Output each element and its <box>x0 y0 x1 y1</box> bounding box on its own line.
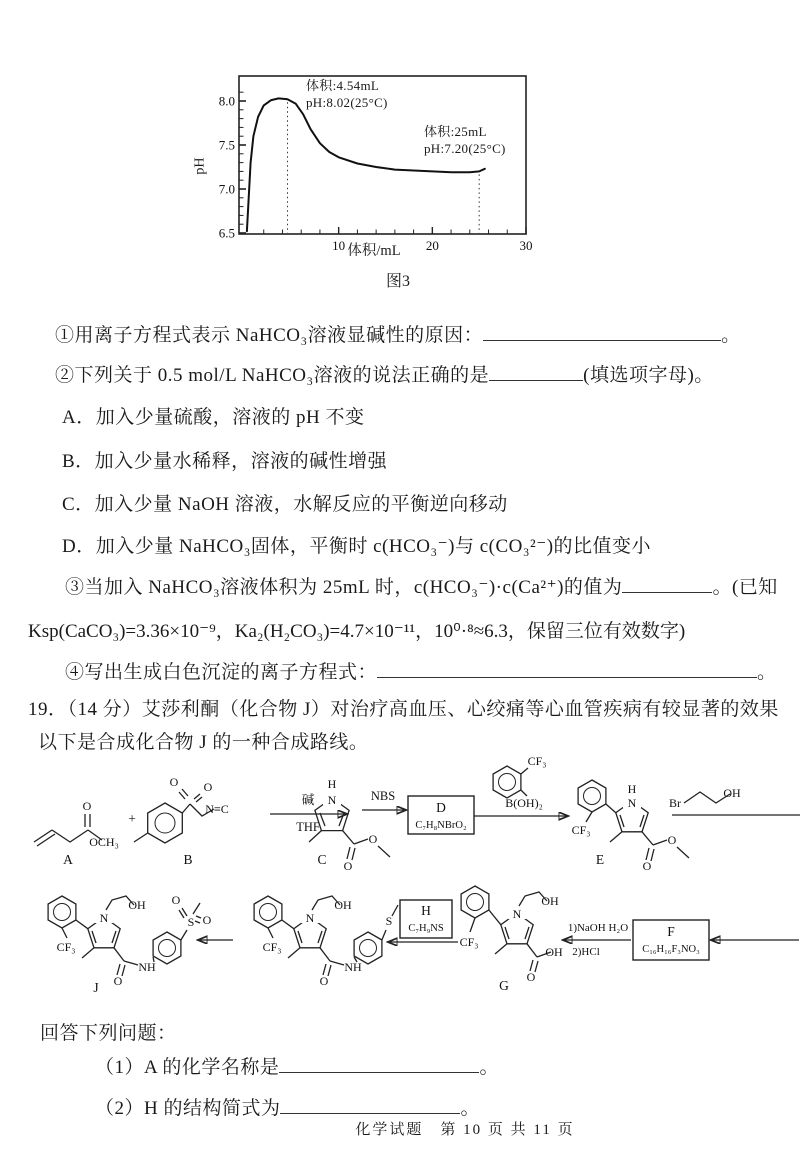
atom-label: O <box>169 775 179 789</box>
atom-label: O <box>343 859 353 873</box>
ph-chart-figure <box>192 66 550 308</box>
cf3-group-label: CF₃ <box>262 940 282 954</box>
sulfur-label: S <box>187 915 195 929</box>
q19-sub2-end: 。 <box>460 1098 480 1119</box>
compound-d-box <box>408 796 474 834</box>
compound-d-label: D <box>436 800 446 815</box>
atom-label: O <box>642 859 652 873</box>
compound-h-formula: C₇H₉NS <box>408 923 444 934</box>
chart-x-axis-label: 体积/mL <box>347 243 401 259</box>
answer-blank <box>280 1094 460 1114</box>
cf3-group-label: CF₃ <box>527 754 547 768</box>
chart-y-axis-label: pH <box>192 157 208 175</box>
q18-sub2 <box>55 360 714 387</box>
q18-option-c: C．加入少量 NaOH 溶液，水解反应的平衡逆向移动 <box>62 494 508 515</box>
q18-option-a: A．加入少量硫酸，溶液的 pH 不变 <box>62 407 365 428</box>
q18-sub2-text: ②下列关于 0.5 mol/L NaHCO₃溶液的说法正确的是 <box>55 365 490 386</box>
svg-text:10: 10 <box>332 238 346 253</box>
q18-sub1-end: 。 <box>721 325 741 346</box>
atom-label: O <box>667 833 677 847</box>
boronic-group-label: B(OH)₂ <box>505 796 543 810</box>
nh-hydrogen-label: H <box>627 782 637 796</box>
compound-j-structure <box>48 893 212 995</box>
q19-sub2-text: （2）H 的结构简式为 <box>95 1098 281 1119</box>
svg-text:7.0: 7.0 <box>218 181 235 197</box>
atom-label: O <box>368 832 378 846</box>
nitrogen-label: N <box>327 793 337 807</box>
compound-e-structure <box>572 780 689 873</box>
q18-sub2-post: (填选项字母)。 <box>583 365 714 386</box>
compound-a-label: A <box>63 852 73 867</box>
compound-h-label: H <box>421 903 431 918</box>
q18-sub4-end: 。 <box>757 662 777 683</box>
compound-i-structure <box>254 896 398 988</box>
reagent-label: 2)HCl <box>572 946 600 958</box>
cf3-group-label: CF₃ <box>571 823 591 837</box>
q19-stem-line2: 以下是合成化合物 J 的一种合成路线。 <box>38 732 369 753</box>
acid-oh-label: OH <box>545 945 563 959</box>
nitrogen-label: N <box>512 907 522 921</box>
q18-sub3-text: ③当加入 NaHCO₃溶液体积为 25mL 时，c(HCO₃⁻)·c(Ca²⁺)的值为 <box>65 577 623 598</box>
atom-label: O <box>171 893 181 907</box>
q18-sub4-text: ④写出生成白色沉淀的离子方程式： <box>65 662 378 683</box>
reagent-label: 1)NaOH H₂O <box>567 922 629 934</box>
oh-label: OH <box>723 786 741 800</box>
oh-label: OH <box>128 898 146 912</box>
compound-g-label: G <box>499 978 509 993</box>
compound-b-label: B <box>183 852 193 867</box>
oh-label: OH <box>334 898 352 912</box>
nh-hydrogen-label: H <box>327 777 337 791</box>
answer-blank <box>483 321 721 341</box>
reagent-label: 碱 <box>301 793 315 807</box>
q18-sub4 <box>65 657 777 684</box>
ester-group-label: OCH₃ <box>89 835 119 849</box>
compound-e-label: E <box>595 852 605 867</box>
q18-sub3-given: Ksp(CaCO₃)=3.36×10⁻⁹，Ka₂(H₂CO₃)=4.7×10⁻¹¹，10⁰·⁸≈6.3，保留三位有效数字) <box>28 621 686 642</box>
atom-label: O <box>203 780 213 794</box>
isocyanide-label: N≡C <box>205 802 229 816</box>
q19-sub1-text: （1）A 的化学名称是 <box>95 1057 280 1078</box>
compound-b-structure <box>134 775 229 867</box>
synthesis-route-diagram <box>20 752 800 1014</box>
atom-label: O <box>202 913 212 927</box>
annotation-line: 体积:25mL <box>424 124 487 139</box>
nitrogen-label: N <box>305 911 315 925</box>
bromoethanol-reagent <box>669 786 800 815</box>
compound-d-formula: C₇H₈NBrO₂ <box>415 820 467 831</box>
q19-sub1 <box>95 1052 499 1079</box>
svg-text:6.5: 6.5 <box>218 225 235 241</box>
reaction-arrow-2 <box>362 789 405 810</box>
compound-c-label: C <box>317 852 327 867</box>
answer-blank <box>377 658 757 678</box>
q19-answer-heading: 回答下列问题： <box>40 1023 177 1044</box>
chart-annotation-peak <box>306 78 388 112</box>
nitrogen-label: N <box>99 911 109 925</box>
reaction-arrow-3 <box>474 754 567 816</box>
answer-blank <box>279 1053 479 1073</box>
answer-blank <box>622 573 712 593</box>
compound-j-label: J <box>93 980 99 995</box>
answer-blank <box>489 361 583 381</box>
q18-sub1 <box>55 320 741 347</box>
amide-nh-label: NH <box>138 960 156 974</box>
plus-sign: + <box>128 811 136 826</box>
annotation-line: pH:8.02(25°C) <box>306 94 388 110</box>
svg-text:7.5: 7.5 <box>218 137 235 153</box>
page-footer: 化学试题 第 10 页 共 11 页 <box>355 1122 575 1138</box>
chart-annotation-end <box>424 124 506 158</box>
br-label: Br <box>669 796 681 810</box>
sulfur-label: S <box>385 914 393 928</box>
chart-caption: 图3 <box>385 273 410 290</box>
amide-nh-label: NH <box>344 960 362 974</box>
atom-label: O <box>82 799 92 813</box>
annotation-line: pH:7.20(25°C) <box>424 140 506 156</box>
oh-label: OH <box>541 894 559 908</box>
compound-g-structure <box>460 886 563 993</box>
annotation-line: 体积:4.54mL <box>306 78 380 93</box>
compound-f-formula: C₁₆H₁₆F₃NO₃ <box>642 944 700 955</box>
compound-a-structure <box>34 799 119 867</box>
atom-label: O <box>526 970 536 984</box>
compound-f-box <box>633 920 709 960</box>
solvent-label: THF <box>296 820 320 834</box>
q19-stem-line1: 19．（14 分）艾莎利酮（化合物 J）对治疗高血压、心绞痛等心血管疾病有较显著的效果 <box>28 699 779 720</box>
svg-text:20: 20 <box>425 238 439 253</box>
q19-sub1-end: 。 <box>479 1057 499 1078</box>
q18-option-d: D．加入少量 NaHCO₃固体，平衡时 c(HCO₃⁻)与 c(CO₃²⁻)的比值变小 <box>62 536 652 557</box>
q18-sub3-post: 。(已知 <box>712 577 778 598</box>
q18-option-b: B．加入少量水稀释，溶液的碱性增强 <box>62 451 388 472</box>
nitrogen-label: N <box>627 796 637 810</box>
atom-label: O <box>319 974 329 988</box>
compound-h-box <box>389 900 458 942</box>
q19-sub2 <box>95 1093 480 1120</box>
cf3-group-label: CF₃ <box>459 935 479 949</box>
atom-label: O <box>113 974 123 988</box>
reagent-label: NBS <box>370 789 396 803</box>
reaction-arrow-f-to-g <box>564 922 631 958</box>
cf3-group-label: CF₃ <box>56 940 76 954</box>
q18-sub1-text: ①用离子方程式表示 NaHCO₃溶液显碱性的原因： <box>55 325 484 346</box>
q18-sub3 <box>65 572 778 599</box>
svg-text:8.0: 8.0 <box>218 93 235 109</box>
svg-text:30: 30 <box>519 238 533 253</box>
compound-f-label: F <box>667 924 675 939</box>
